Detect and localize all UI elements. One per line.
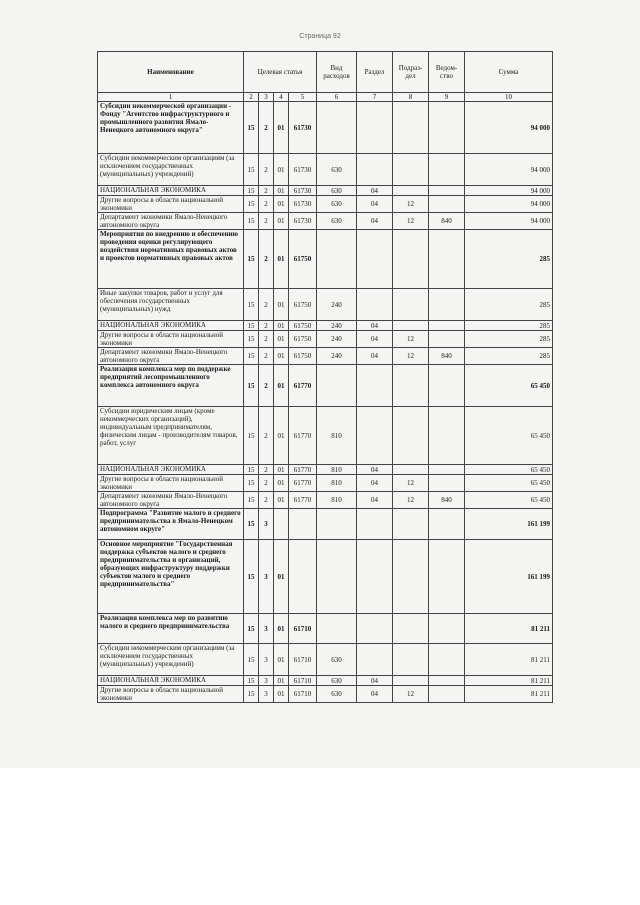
- column-number: 9: [429, 93, 465, 102]
- name-cell: Субсидии некоммерческим организациям (за исключением государственных (муниципальных) учреждений): [98, 154, 244, 186]
- table-row: [98, 365, 553, 407]
- table-row: [98, 614, 553, 644]
- program-code-cell: 15: [244, 465, 259, 475]
- direction-code-cell: 61750: [289, 348, 317, 365]
- section-cell: [357, 407, 393, 465]
- section-cell: 04: [357, 331, 393, 348]
- amount-cell: 94 000: [465, 196, 553, 213]
- amount-cell: 65 450: [465, 475, 553, 492]
- expense-type-cell: 630: [317, 676, 357, 686]
- expense-type-cell: 630: [317, 686, 357, 703]
- subprogram-code-cell: 3: [259, 614, 274, 644]
- direction-code-cell: 61750: [289, 289, 317, 321]
- table-row: [98, 196, 553, 213]
- event-code-cell: 01: [274, 213, 289, 230]
- department-cell: [429, 540, 465, 614]
- subsection-cell: [393, 540, 429, 614]
- column-number-row: [98, 93, 553, 102]
- col-department-header: Ведом-ство: [429, 52, 465, 93]
- table-row: [98, 676, 553, 686]
- program-code-cell: 15: [244, 509, 259, 540]
- section-cell: [357, 365, 393, 407]
- subsection-cell: [393, 289, 429, 321]
- table-row: [98, 186, 553, 196]
- subsection-cell: 12: [393, 213, 429, 230]
- table-row: [98, 644, 553, 676]
- department-cell: [429, 614, 465, 644]
- name-cell: НАЦИОНАЛЬНАЯ ЭКОНОМИКА: [98, 186, 244, 196]
- direction-code-cell: 61750: [289, 331, 317, 348]
- amount-cell: 94 000: [465, 213, 553, 230]
- column-number: 8: [393, 93, 429, 102]
- table-row: [98, 289, 553, 321]
- table-row: [98, 102, 553, 154]
- expense-type-cell: [317, 509, 357, 540]
- table-row: [98, 465, 553, 475]
- subprogram-code-cell: 2: [259, 407, 274, 465]
- section-cell: [357, 540, 393, 614]
- subprogram-code-cell: 2: [259, 348, 274, 365]
- amount-cell: 285: [465, 321, 553, 331]
- table-header: [98, 52, 553, 102]
- event-code-cell: 01: [274, 686, 289, 703]
- name-cell: Мероприятия по внедрению и обеспечению проведения оценки регулирующего воздействия нормативных правовых актов и проектов нормативных правовых актов: [98, 230, 244, 289]
- subprogram-code-cell: 2: [259, 230, 274, 289]
- direction-code-cell: 61710: [289, 614, 317, 644]
- expense-type-cell: 630: [317, 196, 357, 213]
- table-row: [98, 686, 553, 703]
- event-code-cell: 01: [274, 230, 289, 289]
- table-row: [98, 331, 553, 348]
- subprogram-code-cell: 2: [259, 492, 274, 509]
- table-row: [98, 154, 553, 186]
- name-cell: Субсидии некоммерческой организации - Фонду "Агентство инфраструктурного и промышленного развития Ямало-Ненецкого автономного округа": [98, 102, 244, 154]
- section-cell: [357, 509, 393, 540]
- subprogram-code-cell: 2: [259, 196, 274, 213]
- subsection-cell: [393, 407, 429, 465]
- name-cell: Реализация комплекса мер по развитию малого и среднего предпринимательства: [98, 614, 244, 644]
- column-number: 4: [274, 93, 289, 102]
- section-cell: 04: [357, 213, 393, 230]
- department-cell: [429, 289, 465, 321]
- table-row: [98, 407, 553, 465]
- subprogram-code-cell: 2: [259, 331, 274, 348]
- col-subsection-header: Подраз-дел: [393, 52, 429, 93]
- expense-type-cell: 810: [317, 492, 357, 509]
- page-header: Страница 92: [299, 33, 341, 40]
- department-cell: [429, 102, 465, 154]
- expense-type-cell: 630: [317, 213, 357, 230]
- direction-code-cell: 61730: [289, 213, 317, 230]
- department-cell: [429, 644, 465, 676]
- direction-code-cell: 61770: [289, 475, 317, 492]
- event-code-cell: 01: [274, 348, 289, 365]
- direction-code-cell: 61710: [289, 676, 317, 686]
- section-cell: [357, 230, 393, 289]
- name-cell: НАЦИОНАЛЬНАЯ ЭКОНОМИКА: [98, 321, 244, 331]
- amount-cell: 161 199: [465, 509, 553, 540]
- department-cell: [429, 465, 465, 475]
- program-code-cell: 15: [244, 614, 259, 644]
- subsection-cell: [393, 365, 429, 407]
- section-cell: [357, 614, 393, 644]
- section-cell: 04: [357, 186, 393, 196]
- name-cell: Другие вопросы в области национальной экономики: [98, 196, 244, 213]
- direction-code-cell: 61730: [289, 102, 317, 154]
- event-code-cell: 01: [274, 154, 289, 186]
- section-cell: [357, 102, 393, 154]
- expense-type-cell: [317, 365, 357, 407]
- expense-type-cell: 630: [317, 186, 357, 196]
- name-cell: Департамент экономики Ямало-Ненецкого автономного округа: [98, 348, 244, 365]
- program-code-cell: 15: [244, 365, 259, 407]
- direction-code-cell: 61770: [289, 492, 317, 509]
- col-section-header: Раздел: [357, 52, 393, 93]
- amount-cell: 81 211: [465, 644, 553, 676]
- section-cell: 04: [357, 492, 393, 509]
- subsection-cell: [393, 465, 429, 475]
- expense-type-cell: [317, 230, 357, 289]
- table-row: [98, 230, 553, 289]
- subsection-cell: [393, 614, 429, 644]
- expense-type-cell: 810: [317, 475, 357, 492]
- department-cell: [429, 321, 465, 331]
- amount-cell: 94 000: [465, 102, 553, 154]
- table-row: [98, 540, 553, 614]
- event-code-cell: 01: [274, 475, 289, 492]
- program-code-cell: 15: [244, 407, 259, 465]
- event-code-cell: 01: [274, 465, 289, 475]
- amount-cell: 161 199: [465, 540, 553, 614]
- event-code-cell: 01: [274, 407, 289, 465]
- department-cell: 840: [429, 213, 465, 230]
- expense-type-cell: 630: [317, 644, 357, 676]
- table-row: [98, 475, 553, 492]
- subprogram-code-cell: 3: [259, 686, 274, 703]
- subprogram-code-cell: 3: [259, 540, 274, 614]
- name-cell: Субсидии некоммерческим организациям (за исключением государственных (муниципальных) учреждений): [98, 644, 244, 676]
- program-code-cell: 15: [244, 230, 259, 289]
- department-cell: [429, 509, 465, 540]
- direction-code-cell: 61730: [289, 186, 317, 196]
- program-code-cell: 15: [244, 102, 259, 154]
- amount-cell: 285: [465, 348, 553, 365]
- name-cell: Другие вопросы в области национальной экономики: [98, 475, 244, 492]
- event-code-cell: [274, 509, 289, 540]
- program-code-cell: 15: [244, 213, 259, 230]
- subsection-cell: 12: [393, 331, 429, 348]
- expense-type-cell: 810: [317, 465, 357, 475]
- column-number: 2: [244, 93, 259, 102]
- column-number: 1: [98, 93, 244, 102]
- amount-cell: 94 000: [465, 154, 553, 186]
- subsection-cell: [393, 509, 429, 540]
- amount-cell: 65 450: [465, 465, 553, 475]
- amount-cell: 81 211: [465, 676, 553, 686]
- amount-cell: 285: [465, 230, 553, 289]
- program-code-cell: 15: [244, 540, 259, 614]
- section-cell: [357, 154, 393, 186]
- subsection-cell: 12: [393, 475, 429, 492]
- subsection-cell: [393, 321, 429, 331]
- program-code-cell: 15: [244, 348, 259, 365]
- subprogram-code-cell: 2: [259, 186, 274, 196]
- section-cell: [357, 289, 393, 321]
- expense-type-cell: 240: [317, 331, 357, 348]
- expense-type-cell: 240: [317, 289, 357, 321]
- name-cell: НАЦИОНАЛЬНАЯ ЭКОНОМИКА: [98, 465, 244, 475]
- name-cell: Другие вопросы в области национальной экономики: [98, 331, 244, 348]
- department-cell: [429, 676, 465, 686]
- program-code-cell: 15: [244, 331, 259, 348]
- department-cell: 840: [429, 348, 465, 365]
- direction-code-cell: 61710: [289, 644, 317, 676]
- event-code-cell: 01: [274, 644, 289, 676]
- event-code-cell: 01: [274, 289, 289, 321]
- subprogram-code-cell: 2: [259, 321, 274, 331]
- expense-type-cell: [317, 614, 357, 644]
- department-cell: [429, 331, 465, 348]
- subprogram-code-cell: 2: [259, 102, 274, 154]
- amount-cell: 65 450: [465, 492, 553, 509]
- section-cell: 04: [357, 348, 393, 365]
- event-code-cell: 01: [274, 102, 289, 154]
- subprogram-code-cell: 2: [259, 365, 274, 407]
- amount-cell: 65 450: [465, 365, 553, 407]
- amount-cell: 285: [465, 331, 553, 348]
- direction-code-cell: 61710: [289, 686, 317, 703]
- col-target-header: Целевая статья: [244, 52, 317, 93]
- name-cell: НАЦИОНАЛЬНАЯ ЭКОНОМИКА: [98, 676, 244, 686]
- department-cell: [429, 686, 465, 703]
- subsection-cell: 12: [393, 492, 429, 509]
- event-code-cell: 01: [274, 614, 289, 644]
- department-cell: [429, 196, 465, 213]
- name-cell: Подпрограмма "Развитие малого и среднего предпринимательства в Ямало-Ненецком автономном округе": [98, 509, 244, 540]
- expense-type-cell: 240: [317, 348, 357, 365]
- name-cell: Субсидии юридическим лицам (кроме некоммерческих организаций), индивидуальным предпринимателям, физическим лицам - производителям товаров, работ, услуг: [98, 407, 244, 465]
- subprogram-code-cell: 2: [259, 154, 274, 186]
- section-cell: [357, 644, 393, 676]
- subprogram-code-cell: 3: [259, 509, 274, 540]
- program-code-cell: 15: [244, 289, 259, 321]
- subsection-cell: 12: [393, 348, 429, 365]
- subsection-cell: [393, 676, 429, 686]
- program-code-cell: 15: [244, 321, 259, 331]
- amount-cell: 81 211: [465, 614, 553, 644]
- column-number: 10: [465, 93, 553, 102]
- table-body: [98, 102, 553, 703]
- expense-type-cell: [317, 540, 357, 614]
- department-cell: [429, 154, 465, 186]
- subsection-cell: [393, 644, 429, 676]
- table-row: [98, 213, 553, 230]
- name-cell: Реализация комплекса мер по поддержке предприятий лесопромышленного комплекса автономного округа: [98, 365, 244, 407]
- column-number: 7: [357, 93, 393, 102]
- event-code-cell: 01: [274, 365, 289, 407]
- col-name-header: Наименование: [98, 52, 244, 93]
- expense-type-cell: [317, 102, 357, 154]
- subsection-cell: [393, 102, 429, 154]
- program-code-cell: 15: [244, 686, 259, 703]
- direction-code-cell: 61770: [289, 407, 317, 465]
- department-cell: [429, 407, 465, 465]
- section-cell: 04: [357, 475, 393, 492]
- direction-code-cell: 61730: [289, 154, 317, 186]
- program-code-cell: 15: [244, 154, 259, 186]
- department-cell: [429, 365, 465, 407]
- column-number: 3: [259, 93, 274, 102]
- amount-cell: 81 211: [465, 686, 553, 703]
- expense-type-cell: 240: [317, 321, 357, 331]
- subsection-cell: 12: [393, 686, 429, 703]
- direction-code-cell: 61770: [289, 365, 317, 407]
- event-code-cell: 01: [274, 676, 289, 686]
- subsection-cell: [393, 186, 429, 196]
- expense-type-cell: 810: [317, 407, 357, 465]
- amount-cell: 94 000: [465, 186, 553, 196]
- subsection-cell: 12: [393, 196, 429, 213]
- table-row: [98, 348, 553, 365]
- col-expense-type-header: Вид расходов: [317, 52, 357, 93]
- event-code-cell: 01: [274, 540, 289, 614]
- section-cell: 04: [357, 465, 393, 475]
- subprogram-code-cell: 2: [259, 289, 274, 321]
- name-cell: Другие вопросы в области национальной экономики: [98, 686, 244, 703]
- subprogram-code-cell: 3: [259, 644, 274, 676]
- section-cell: 04: [357, 196, 393, 213]
- program-code-cell: 15: [244, 475, 259, 492]
- name-cell: Департамент экономики Ямало-Ненецкого автономного округа: [98, 213, 244, 230]
- budget-table: [97, 51, 553, 703]
- name-cell: Департамент экономики Ямало-Ненецкого автономного округа: [98, 492, 244, 509]
- program-code-cell: 15: [244, 492, 259, 509]
- table-row: [98, 321, 553, 331]
- subprogram-code-cell: 2: [259, 465, 274, 475]
- program-code-cell: 15: [244, 186, 259, 196]
- direction-code-cell: [289, 540, 317, 614]
- direction-code-cell: 61730: [289, 196, 317, 213]
- event-code-cell: 01: [274, 321, 289, 331]
- department-cell: 840: [429, 492, 465, 509]
- event-code-cell: 01: [274, 492, 289, 509]
- direction-code-cell: 61750: [289, 230, 317, 289]
- program-code-cell: 15: [244, 676, 259, 686]
- program-code-cell: 15: [244, 644, 259, 676]
- name-cell: Иные закупки товаров, работ и услуг для обеспечения государственных (муниципальных) нужд: [98, 289, 244, 321]
- table-row: [98, 492, 553, 509]
- subprogram-code-cell: 3: [259, 676, 274, 686]
- department-cell: [429, 475, 465, 492]
- column-number: 5: [289, 93, 317, 102]
- event-code-cell: 01: [274, 186, 289, 196]
- name-cell: Основное мероприятие "Государственная поддержка субъектов малого и среднего предпринимательства и организаций, образующих инфраструктуру поддержки субъектов малого и среднего предпринимательства": [98, 540, 244, 614]
- program-code-cell: 15: [244, 196, 259, 213]
- subprogram-code-cell: 2: [259, 475, 274, 492]
- direction-code-cell: 61750: [289, 321, 317, 331]
- department-cell: [429, 230, 465, 289]
- direction-code-cell: [289, 509, 317, 540]
- expense-type-cell: 630: [317, 154, 357, 186]
- direction-code-cell: 61770: [289, 465, 317, 475]
- subprogram-code-cell: 2: [259, 213, 274, 230]
- col-amount-header: Сумма: [465, 52, 553, 93]
- subsection-cell: [393, 230, 429, 289]
- table-row: [98, 509, 553, 540]
- section-cell: 04: [357, 676, 393, 686]
- subsection-cell: [393, 154, 429, 186]
- department-cell: [429, 186, 465, 196]
- section-cell: 04: [357, 686, 393, 703]
- column-number: 6: [317, 93, 357, 102]
- event-code-cell: 01: [274, 331, 289, 348]
- section-cell: 04: [357, 321, 393, 331]
- amount-cell: 285: [465, 289, 553, 321]
- amount-cell: 65 450: [465, 407, 553, 465]
- event-code-cell: 01: [274, 196, 289, 213]
